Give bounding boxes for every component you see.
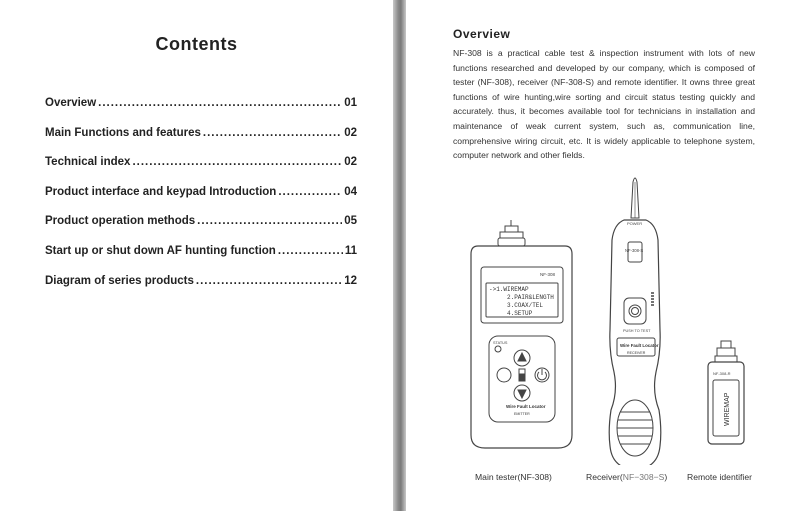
toc-leader bbox=[203, 127, 342, 139]
receiver-model: NF-308-S bbox=[625, 248, 644, 253]
toc-label: Main Functions and features bbox=[45, 126, 201, 139]
caption-remote: Remote identifier bbox=[687, 472, 752, 482]
toc-page: 02 bbox=[344, 126, 357, 139]
contents-title: Contents bbox=[155, 34, 238, 54]
remote-label: WIREMAP bbox=[724, 392, 731, 426]
toc-page: 12 bbox=[344, 274, 357, 287]
toc-entry-overview[interactable] bbox=[45, 97, 357, 127]
toc-page: 11 bbox=[344, 244, 357, 257]
toc-leader bbox=[197, 215, 342, 227]
remote-identifier-drawing bbox=[708, 341, 744, 444]
overview-title: Overview bbox=[453, 27, 511, 41]
caption-receiver bbox=[586, 472, 667, 482]
toc-entry-main-functions[interactable] bbox=[45, 127, 357, 157]
remote-model: NF-308-R bbox=[713, 371, 731, 376]
main-tester-brand: Wire Fault Locator bbox=[506, 404, 546, 409]
toc-entry-series-diagram[interactable] bbox=[45, 275, 357, 305]
toc-label: Product interface and keypad Introduction bbox=[45, 185, 277, 198]
receiver-role: RECEIVER bbox=[627, 351, 646, 355]
toc-label: Start up or shut down AF hunting function bbox=[45, 244, 276, 257]
toc-entry-operation-methods[interactable] bbox=[45, 215, 357, 245]
caption-receiver-model: NF−308−S bbox=[622, 472, 665, 482]
main-tester-role: EMITTER bbox=[514, 412, 530, 416]
main-tester-menu-2: 2.PAIR&LENGTH bbox=[507, 294, 554, 301]
caption-receiver-suffix: ) bbox=[664, 472, 668, 482]
toc-page: 01 bbox=[344, 97, 357, 109]
main-tester-menu-3: 3.COAX/TEL bbox=[507, 302, 544, 309]
product-illustration bbox=[406, 165, 801, 465]
toc-entry-technical-index[interactable] bbox=[45, 156, 357, 186]
main-tester-menu-1: ->1.WIREMAP bbox=[489, 286, 529, 293]
toc-page: 04 bbox=[344, 185, 357, 198]
receiver-brand: Wire Fault Locator bbox=[620, 343, 659, 348]
toc-page: 05 bbox=[344, 215, 357, 228]
caption-main-tester: Main tester(NF-308) bbox=[475, 472, 552, 482]
toc-entry-product-interface[interactable] bbox=[45, 186, 357, 216]
toc-leader bbox=[132, 156, 342, 168]
caption-receiver-prefix: Receiver( bbox=[586, 472, 623, 482]
toc-leader bbox=[278, 245, 343, 257]
toc-label: Product operation methods bbox=[45, 215, 196, 228]
main-tester-model: NF-308 bbox=[540, 272, 556, 277]
toc-entry-af-hunting[interactable] bbox=[45, 245, 357, 275]
receiver-power-label: POWER bbox=[627, 221, 643, 226]
table-of-contents bbox=[45, 97, 357, 304]
receiver-push-label: PUSH TO TEST bbox=[623, 329, 651, 333]
toc-label: Diagram of series products bbox=[45, 274, 194, 287]
toc-leader bbox=[278, 186, 342, 198]
book-gutter bbox=[393, 0, 406, 511]
main-tester-menu-4: 4.SETUP bbox=[507, 310, 533, 317]
main-tester-status-label: STATUS bbox=[493, 341, 508, 345]
toc-label: Technical index bbox=[45, 156, 131, 169]
toc-label: Overview bbox=[45, 97, 97, 109]
toc-leader bbox=[98, 97, 342, 109]
toc-page: 02 bbox=[344, 156, 357, 169]
toc-leader bbox=[196, 275, 342, 287]
overview-paragraph: NF-308 is a practical cable test & inspection instrument with lots of new functions researched and developed by our company, which is composed of tester (NF-308), receiver (NF-308-S) and remote identifier. It owns three great functions of wire hunting,wire sorting and circuit status testing quickly and accurately. thus, it becomes available tool for technicians in installation and maintenance of weak current system, such as, communication line, comprehensive wiring circuit, etc. It is widely applicable to telephone system, computer network and other fields. bbox=[453, 48, 755, 161]
